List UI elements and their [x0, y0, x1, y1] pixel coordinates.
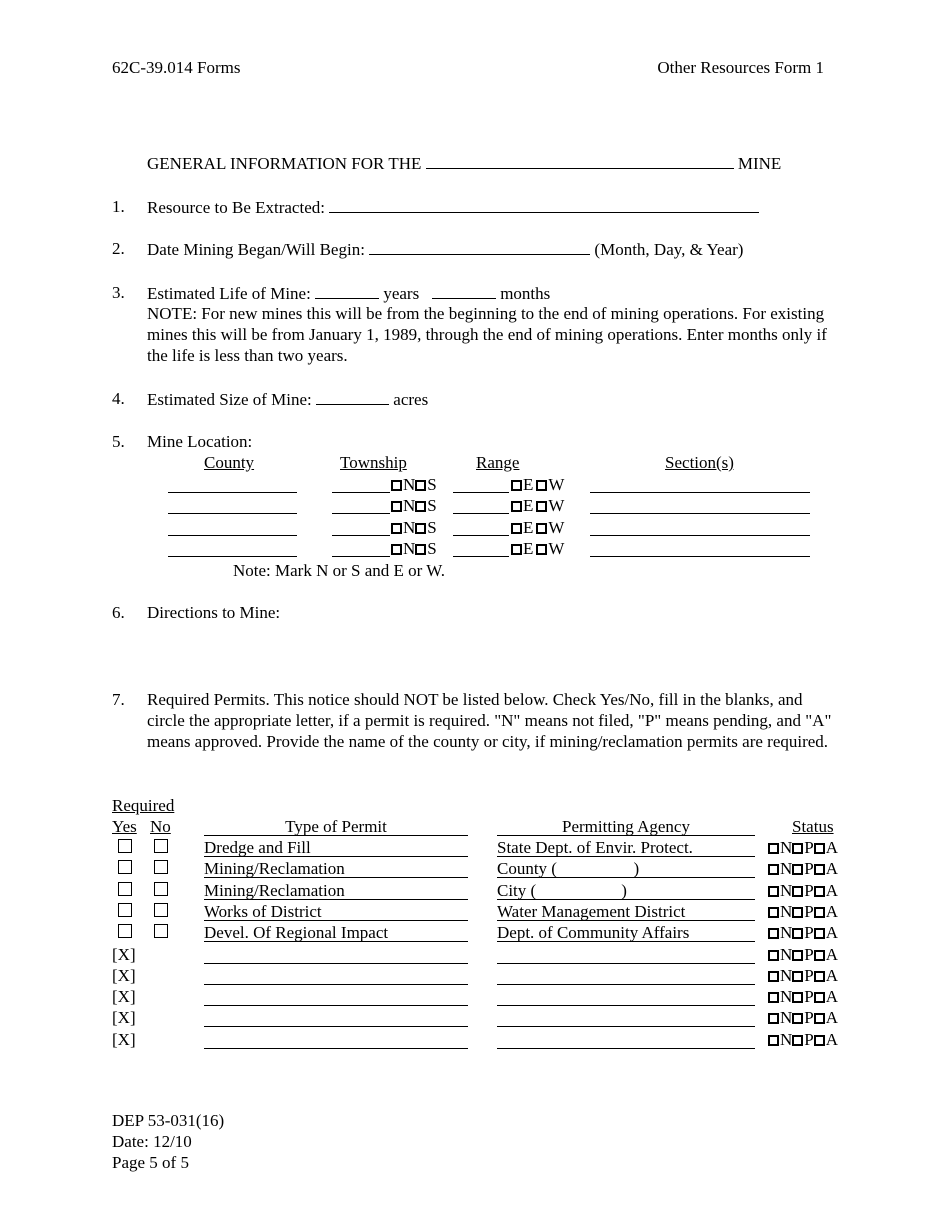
size-field[interactable] — [316, 388, 389, 405]
status-a-label: A — [825, 902, 839, 921]
status-a-label: A — [825, 1008, 839, 1027]
status-p-checkbox[interactable] — [792, 992, 803, 1003]
item-4 — [147, 388, 428, 410]
north-label: N — [403, 518, 416, 537]
life-months-field[interactable] — [432, 282, 496, 299]
required-yes-checkbox[interactable] — [118, 924, 132, 938]
checkbox-west[interactable] — [536, 523, 547, 534]
permit-status-options — [768, 944, 838, 965]
status-a-checkbox[interactable] — [814, 950, 825, 961]
status-n-checkbox[interactable] — [768, 843, 779, 854]
permit-status-options — [768, 965, 838, 986]
permit-status-options — [768, 837, 838, 858]
permit-agency-field[interactable]: County ( ) — [497, 858, 755, 878]
footer-form-id: DEP 53-031(16) — [112, 1111, 225, 1130]
status-a-checkbox[interactable] — [814, 992, 825, 1003]
required-x-marker: [X] — [112, 1030, 136, 1049]
status-a-label: A — [825, 859, 839, 878]
no-header: No — [150, 817, 171, 836]
township-field[interactable] — [332, 513, 390, 514]
status-n-label: N — [780, 881, 793, 900]
status-p-checkbox[interactable] — [792, 1013, 803, 1024]
status-p-label: P — [804, 902, 814, 921]
status-n-checkbox[interactable] — [768, 886, 779, 897]
range-field[interactable] — [453, 556, 509, 557]
permit-status-options — [768, 1029, 838, 1050]
status-n-label: N — [780, 945, 793, 964]
permit-type-field[interactable]: Mining/Reclamation — [204, 858, 468, 878]
date-began-label: Date Mining Began/Will Begin: — [147, 240, 365, 259]
ew-options — [511, 517, 564, 538]
required-yes-checkbox[interactable] — [118, 860, 132, 874]
footer-page-number: Page 5 of 5 — [112, 1153, 189, 1172]
required-no-checkbox[interactable] — [154, 839, 168, 853]
yes-header: Yes — [112, 817, 137, 836]
permits-instructions: Required Permits. This notice should NOT be listed below. Check Yes/No, fill in the blanks, and circle the appropriate letter, if a permit is required. "N" means not filed, "P" means pending, and "A" means approved. Provide the name of the county or city, if mining/reclamation permits are required. — [147, 690, 832, 751]
permit-status-options — [768, 901, 838, 922]
status-a-label: A — [825, 966, 839, 985]
size-unit: acres — [393, 390, 429, 409]
status-p-checkbox[interactable] — [792, 886, 803, 897]
date-format-hint: (Month, Day, & Year) — [594, 240, 744, 259]
sections-field[interactable] — [590, 556, 810, 557]
permit-type-field[interactable] — [204, 944, 468, 964]
required-x-marker: [X] — [112, 945, 136, 964]
status-p-label: P — [804, 987, 814, 1006]
permit-agency-field[interactable]: State Dept. of Envir. Protect. — [497, 837, 755, 857]
range-field[interactable] — [453, 535, 509, 536]
col-sections: Section(s) — [665, 453, 734, 472]
status-n-checkbox[interactable] — [768, 928, 779, 939]
date-began-field[interactable] — [369, 238, 590, 255]
status-p-label: P — [804, 859, 814, 878]
required-yes-checkbox[interactable] — [118, 839, 132, 853]
sections-field[interactable] — [590, 535, 810, 536]
status-a-checkbox[interactable] — [814, 1035, 825, 1046]
required-no-checkbox[interactable] — [154, 924, 168, 938]
checkbox-east[interactable] — [511, 523, 522, 534]
status-p-label: P — [804, 966, 814, 985]
status-a-label: A — [825, 987, 839, 1006]
status-n-label: N — [780, 966, 793, 985]
header-form-code: 62C-39.014 Forms — [112, 58, 241, 77]
checkbox-west[interactable] — [536, 480, 547, 491]
status-a-checkbox[interactable] — [814, 907, 825, 918]
item-number-6: 6. — [112, 603, 125, 622]
status-n-label: N — [780, 987, 793, 1006]
status-a-label: A — [825, 838, 839, 857]
permit-type-field[interactable] — [204, 986, 468, 1006]
type-header: Type of Permit — [204, 816, 468, 836]
location-note: Note: Mark N or S and E or W. — [233, 561, 446, 580]
range-field[interactable] — [453, 492, 509, 493]
status-n-label: N — [780, 902, 793, 921]
status-a-checkbox[interactable] — [814, 928, 825, 939]
required-x-marker: [X] — [112, 966, 136, 985]
permit-type-field[interactable]: Dredge and Fill — [204, 837, 468, 857]
permit-agency-field[interactable] — [497, 986, 755, 1006]
status-p-checkbox[interactable] — [792, 907, 803, 918]
status-header: Status — [792, 817, 834, 836]
permit-status-options — [768, 858, 838, 879]
county-field[interactable] — [168, 513, 297, 514]
permit-type-field[interactable] — [204, 1029, 468, 1049]
status-n-label: N — [780, 1008, 793, 1027]
agency-header: Permitting Agency — [497, 816, 755, 836]
status-a-checkbox[interactable] — [814, 971, 825, 982]
permit-type-field[interactable] — [204, 965, 468, 985]
status-n-checkbox[interactable] — [768, 864, 779, 875]
permit-type-field[interactable] — [204, 1007, 468, 1027]
item-number-1: 1. — [112, 197, 125, 216]
resource-label: Resource to Be Extracted: — [147, 198, 325, 217]
north-label: N — [403, 539, 416, 558]
township-field[interactable] — [332, 556, 390, 557]
permit-status-options — [768, 922, 838, 943]
permit-type-field[interactable]: Works of District — [204, 901, 468, 921]
checkbox-south[interactable] — [415, 501, 426, 512]
item-number-7: 7. — [112, 690, 125, 709]
south-label: S — [427, 475, 437, 494]
status-p-checkbox[interactable] — [792, 843, 803, 854]
status-n-checkbox[interactable] — [768, 1035, 779, 1046]
permit-type-field[interactable]: Mining/Reclamation — [204, 880, 468, 900]
permit-agency-field[interactable] — [497, 944, 755, 964]
permit-agency-field[interactable] — [497, 1007, 755, 1027]
status-p-checkbox[interactable] — [792, 950, 803, 961]
status-p-label: P — [804, 838, 814, 857]
status-n-checkbox[interactable] — [768, 992, 779, 1003]
status-n-checkbox[interactable] — [768, 1013, 779, 1024]
directions-label: Directions to Mine: — [147, 603, 281, 622]
status-a-label: A — [825, 945, 839, 964]
checkbox-south[interactable] — [415, 544, 426, 555]
county-field[interactable] — [168, 556, 297, 557]
status-a-checkbox[interactable] — [814, 1013, 825, 1024]
resource-field[interactable] — [329, 196, 759, 213]
status-a-checkbox[interactable] — [814, 886, 825, 897]
west-label: W — [548, 475, 565, 494]
west-label: W — [548, 496, 565, 515]
life-years-unit: years — [383, 284, 420, 303]
required-header: Required — [112, 796, 175, 815]
status-p-label: P — [804, 1030, 814, 1049]
south-label: S — [427, 539, 437, 558]
required-yes-checkbox[interactable] — [118, 903, 132, 917]
status-p-label: P — [804, 923, 814, 942]
township-field[interactable] — [332, 492, 390, 493]
checkbox-north[interactable] — [391, 480, 402, 491]
title-prefix: GENERAL INFORMATION FOR THE — [147, 154, 422, 173]
item-1 — [147, 196, 759, 218]
ew-options — [511, 495, 564, 516]
footer-date: Date: 12/10 — [112, 1132, 192, 1151]
checkbox-east[interactable] — [511, 480, 522, 491]
north-label: N — [403, 496, 416, 515]
required-no-checkbox[interactable] — [154, 903, 168, 917]
status-p-checkbox[interactable] — [792, 928, 803, 939]
east-label: E — [523, 539, 534, 558]
checkbox-west[interactable] — [536, 501, 547, 512]
required-no-checkbox[interactable] — [154, 860, 168, 874]
status-n-checkbox[interactable] — [768, 971, 779, 982]
mine-name-field[interactable] — [426, 152, 734, 169]
permit-status-options — [768, 1007, 838, 1028]
life-months-unit: months — [500, 284, 551, 303]
county-field[interactable] — [168, 535, 297, 536]
checkbox-south[interactable] — [415, 480, 426, 491]
life-label: Estimated Life of Mine: — [147, 284, 311, 303]
permit-agency-field[interactable]: City ( ) — [497, 880, 755, 900]
status-p-checkbox[interactable] — [792, 1035, 803, 1046]
south-label: S — [427, 518, 437, 537]
permit-status-options — [768, 880, 838, 901]
status-a-label: A — [825, 881, 839, 900]
west-label: W — [548, 518, 565, 537]
status-n-label: N — [780, 838, 793, 857]
checkbox-south[interactable] — [415, 523, 426, 534]
permit-agency-field[interactable]: Dept. of Community Affairs — [497, 922, 755, 942]
permit-status-options — [768, 986, 838, 1007]
west-label: W — [548, 539, 565, 558]
size-label: Estimated Size of Mine: — [147, 390, 312, 409]
township-field[interactable] — [332, 535, 390, 536]
item-2 — [147, 238, 743, 260]
ns-options — [391, 517, 437, 538]
status-n-label: N — [780, 859, 793, 878]
status-p-label: P — [804, 1008, 814, 1027]
status-a-label: A — [825, 923, 839, 942]
checkbox-north[interactable] — [391, 523, 402, 534]
permit-agency-field[interactable] — [497, 1029, 755, 1049]
status-a-label: A — [825, 1030, 839, 1049]
status-p-label: P — [804, 945, 814, 964]
item-number-3: 3. — [112, 283, 125, 302]
page-title — [147, 152, 781, 174]
east-label: E — [523, 475, 534, 494]
required-yes-checkbox[interactable] — [118, 882, 132, 896]
col-township: Township — [340, 453, 407, 472]
item-3 — [147, 282, 550, 304]
checkbox-north[interactable] — [391, 501, 402, 512]
life-years-field[interactable] — [315, 282, 379, 299]
item-number-2: 2. — [112, 239, 125, 258]
item-number-4: 4. — [112, 389, 125, 408]
county-field[interactable] — [168, 492, 297, 493]
item-number-5: 5. — [112, 432, 125, 451]
status-n-label: N — [780, 1030, 793, 1049]
ew-options — [511, 538, 564, 559]
status-a-checkbox[interactable] — [814, 843, 825, 854]
ns-options — [391, 474, 437, 495]
col-county: County — [204, 453, 255, 472]
required-x-marker: [X] — [112, 1008, 136, 1027]
permit-agency-field[interactable]: Water Management District — [497, 901, 755, 921]
required-no-checkbox[interactable] — [154, 882, 168, 896]
checkbox-east[interactable] — [511, 501, 522, 512]
ns-options — [391, 538, 437, 559]
status-n-checkbox[interactable] — [768, 907, 779, 918]
col-range: Range — [476, 453, 520, 472]
status-n-label: N — [780, 923, 793, 942]
status-n-checkbox[interactable] — [768, 950, 779, 961]
sections-field[interactable] — [590, 492, 810, 493]
south-label: S — [427, 496, 437, 515]
ew-options — [511, 474, 564, 495]
life-note: NOTE: For new mines this will be from the beginning to the end of mining operations. For existing mines this will be from January 1, 1989, through the end of mining operations. Enter months only if the life is less than two years. — [147, 304, 827, 365]
permit-agency-field[interactable] — [497, 965, 755, 985]
status-p-checkbox[interactable] — [792, 864, 803, 875]
checkbox-west[interactable] — [536, 544, 547, 555]
checkbox-east[interactable] — [511, 544, 522, 555]
status-p-checkbox[interactable] — [792, 971, 803, 982]
range-field[interactable] — [453, 513, 509, 514]
status-p-label: P — [804, 881, 814, 900]
ns-options — [391, 495, 437, 516]
required-x-marker: [X] — [112, 987, 136, 1006]
north-label: N — [403, 475, 416, 494]
east-label: E — [523, 518, 534, 537]
sections-field[interactable] — [590, 513, 810, 514]
checkbox-north[interactable] — [391, 544, 402, 555]
title-suffix: MINE — [737, 154, 782, 173]
status-a-checkbox[interactable] — [814, 864, 825, 875]
location-label: Mine Location: — [147, 432, 253, 451]
east-label: E — [523, 496, 534, 515]
header-form-title: Other Resources Form 1 — [657, 58, 824, 77]
permit-type-field[interactable]: Devel. Of Regional Impact — [204, 922, 468, 942]
